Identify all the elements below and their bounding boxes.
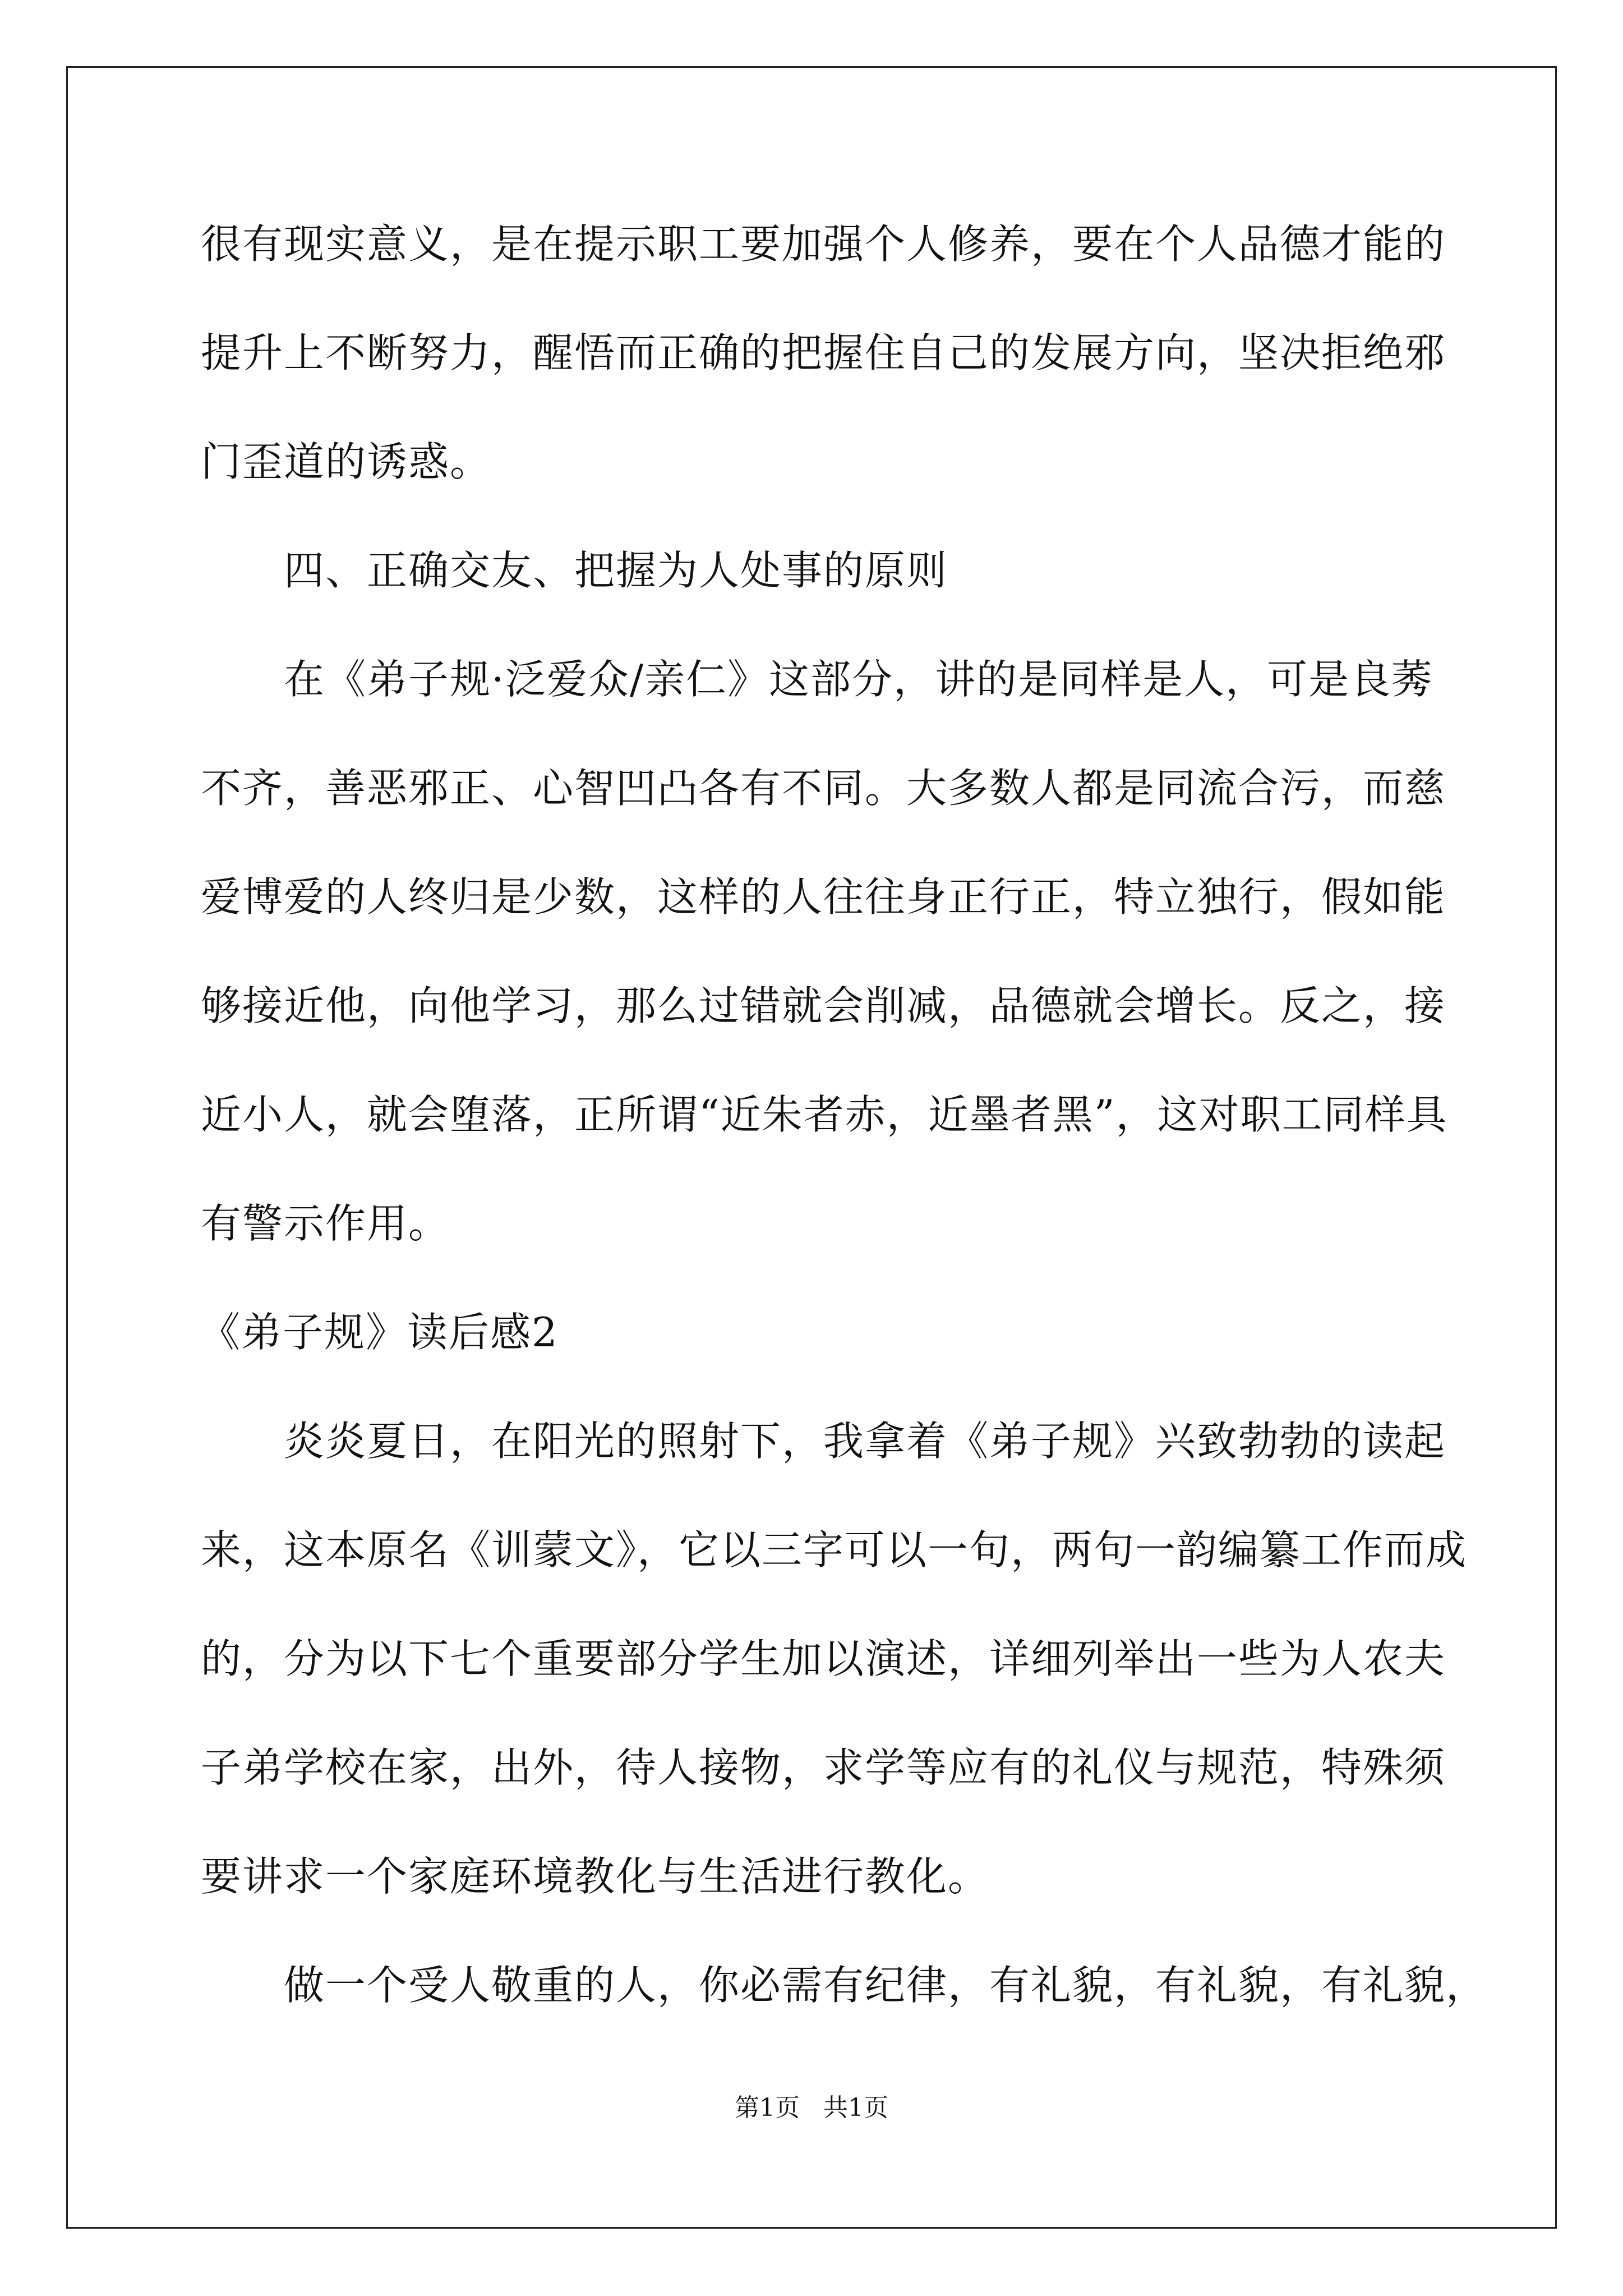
text-line: 不齐，善恶邪正、心智凹凸各有不同。大多数人都是同流合污，而慈 bbox=[201, 765, 1446, 812]
text-line: 爱博爱的人终归是少数，这样的人往往身正行正，特立独行，假如能 bbox=[201, 873, 1446, 921]
text-line: 要讲求一个家庭环境教化与生活进行教化。 bbox=[201, 1853, 990, 1900]
text-line: 炎炎夏日，在阳光的照射下，我拿着《弟子规》兴致勃勃的读起 bbox=[284, 1418, 1446, 1465]
text-line: 做一个受人敬重的人，你必需有纪律，有礼貌，有礼貌，有礼貌， bbox=[284, 1962, 1488, 2009]
text-line: 来，这本原名《训蒙文》，它以三字可以一句，两句一韵编纂工作而成 bbox=[201, 1526, 1468, 1573]
text-line: 门歪道的诱惑。 bbox=[201, 438, 492, 485]
page-footer: 第1页 共1页 bbox=[735, 2093, 888, 2122]
text-line: 在《弟子规·泛爱众/亲仁》这部分，讲的是同样是人，可是良莠 bbox=[284, 656, 1433, 703]
text-line: 近小人，就会堕落，正所谓“近朱者赤，近墨者黑”，这对职工同样具 bbox=[201, 1091, 1448, 1138]
text-line: 很有现实意义，是在提示职工要加强个人修养，要在个人品德才能的 bbox=[201, 220, 1446, 268]
section-heading: 四、正确交友、把握为人处事的原则 bbox=[284, 547, 948, 594]
text-line: 够接近他，向他学习，那么过错就会削减，品德就会增长。反之，接 bbox=[201, 982, 1446, 1029]
text-line: 有警示作用。 bbox=[201, 1200, 450, 1247]
text-line: 子弟学校在家，出外，待人接物，求学等应有的礼仪与规范，特殊须 bbox=[201, 1744, 1446, 1791]
text-line: 提升上不断努力，醒悟而正确的把握住自己的发展方向，坚决拒绝邪 bbox=[201, 329, 1446, 376]
text-line: 的，分为以下七个重要部分学生加以演述，详细列举出一些为人农夫 bbox=[201, 1635, 1446, 1682]
article-title: 《弟子规》读后感2 bbox=[200, 1309, 559, 1356]
